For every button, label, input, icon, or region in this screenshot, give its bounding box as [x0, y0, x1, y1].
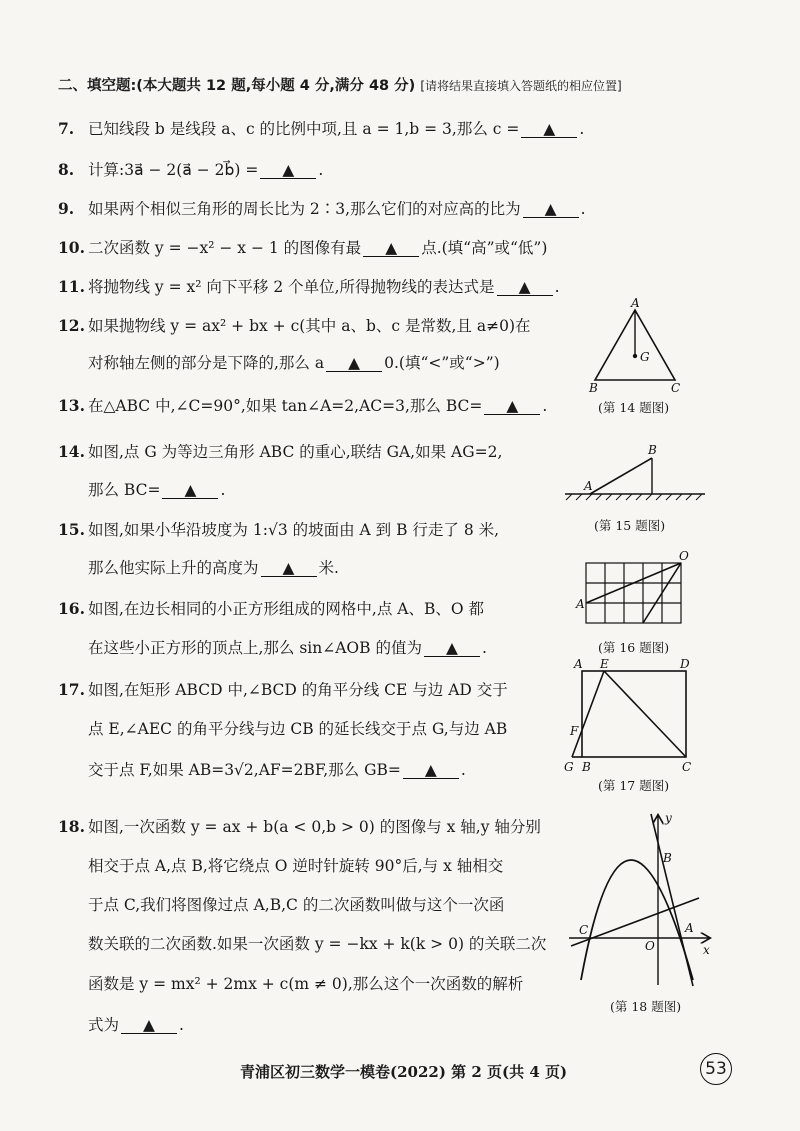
answer-blank[interactable]: ▲ [403, 762, 459, 779]
question-number: 10. [58, 238, 85, 257]
question-number: 9. [58, 199, 75, 218]
label-a: A [631, 296, 640, 310]
question-number: 12. [58, 316, 85, 335]
question-17-line-3: 交于点 F,如果 AB=3√2,AF=2BF,那么 GB= ▲ . [88, 761, 466, 779]
label-d: D [680, 657, 690, 671]
label-o: O [645, 939, 655, 953]
label-b: B [589, 381, 598, 395]
figure-14 [585, 298, 685, 397]
question-18-line-2: 相交于点 A,点 B,将它绕点 O 逆时针旋转 90°后,与 x 轴相交 [88, 857, 504, 875]
grid [586, 563, 681, 623]
label-f: F [570, 724, 579, 738]
answer-blank[interactable]: ▲ [497, 279, 553, 296]
question-number: 15. [58, 520, 85, 539]
question-number: 16. [58, 599, 85, 618]
rectangle-abcd [582, 671, 686, 757]
question-number: 11. [58, 277, 85, 296]
label-c: C [682, 760, 692, 774]
question-number: 17. [58, 680, 85, 699]
question-14-line-2: 那么 BC= ▲ . [88, 481, 226, 499]
label-b: B [582, 760, 591, 774]
segment-ce [604, 671, 686, 757]
question-14: 14. 如图,点 G 为等边三角形 ABC 的重心,联结 GA,如果 AG=2, [58, 442, 503, 461]
figure-14-diagram [585, 298, 685, 393]
answer-blank[interactable]: ▲ [523, 201, 579, 218]
question-11: 11. 将抛物线 y = x² 向下平移 2 个单位,所得抛物线的表达式是 ▲ . [58, 277, 560, 296]
question-number: 8. [58, 160, 75, 179]
slope-ab [590, 458, 652, 494]
section-header [58, 74, 622, 95]
question-18-line-3: 于点 C,我们将图像过点 A,B,C 的二次函数叫做与这个一次函 [88, 896, 505, 914]
centroid-point [633, 354, 637, 358]
label-y: y [665, 811, 672, 825]
label-g: G [564, 760, 574, 774]
answer-blank[interactable]: ▲ [363, 240, 419, 257]
question-8: 8. 计算:3a⃗ − 2(a⃗ − 2b⃗) = ▲ . [58, 160, 324, 179]
question-15: 15. 如图,如果小华沿坡度为 1:√3 的坡面由 A 到 B 行走了 8 米, [58, 520, 500, 539]
question-17: 17. 如图,在矩形 ABCD 中,∠BCD 的角平分线 CE 与边 AD 交于 [58, 680, 508, 699]
answer-blank[interactable]: ▲ [326, 355, 382, 372]
label-b: B [648, 443, 657, 457]
question-12-line-2: 对称轴左侧的部分是下降的,那么 a ▲ 0.(填“<”或“>”) [88, 354, 500, 372]
figure-16 [572, 549, 689, 636]
question-12: 12. 如果抛物线 y = ax² + bx + c(其中 a、b、c 是常数,且 a≠0)在 [58, 316, 531, 335]
page-badge: 53 [700, 1053, 732, 1085]
question-18: 18. 如图,一次函数 y = ax + b(a < 0,b > 0) 的图像与 x 轴,y 轴分别 [58, 817, 541, 836]
figure-14-caption: (第 14 题图) [598, 400, 670, 415]
label-c: C [671, 381, 681, 395]
figure-17-caption: (第 17 题图) [598, 778, 670, 793]
question-number: 13. [58, 396, 85, 415]
label-a: A [574, 657, 583, 671]
label-g: G [640, 350, 650, 364]
label-b: B [663, 851, 672, 865]
label-a: A [576, 597, 585, 611]
figure-15-diagram [560, 442, 710, 502]
figure-18-diagram [565, 810, 715, 990]
question-number: 18. [58, 817, 85, 836]
question-15-line-2: 那么他实际上升的高度为 ▲ 米. [88, 559, 339, 577]
question-9: 9. 如果两个相似三角形的周长比为 2∶3,那么它们的对应高的比为 ▲ . [58, 199, 586, 218]
answer-blank[interactable]: ▲ [521, 121, 577, 138]
label-e: E [600, 657, 609, 671]
label-o: O [679, 549, 689, 563]
line-ab [651, 814, 693, 986]
label-a: A [685, 921, 694, 935]
answer-blank[interactable]: ▲ [484, 398, 540, 415]
label-x: x [703, 943, 710, 957]
question-10: 10. 二次函数 y = −x² − x − 1 的图像有最 ▲ 点.(填“高”或“低”) [58, 238, 548, 257]
label-c: C [579, 923, 589, 937]
section-note: [请将结果直接填入答题纸的相应位置] [420, 79, 622, 93]
question-16: 16. 如图,在边长相同的小正方形组成的网格中,点 A、B、O 都 [58, 599, 485, 618]
page-footer: 青浦区初三数学一模卷(2022) 第 2 页(共 4 页) [240, 1063, 568, 1081]
question-number: 14. [58, 442, 85, 461]
segment-eg [572, 671, 604, 757]
answer-blank[interactable]: ▲ [261, 560, 317, 577]
question-18-line-4: 数关联的二次函数.如果一次函数 y = −kx + k(k > 0) 的关联二次 [88, 935, 547, 953]
figure-15-caption: (第 15 题图) [594, 518, 666, 533]
figure-17 [562, 657, 702, 781]
figure-18-caption: (第 18 题图) [610, 999, 682, 1014]
answer-blank[interactable]: ▲ [162, 482, 218, 499]
question-13: 13. 在△ABC 中,∠C=90°,如果 tan∠A=2,AC=3,那么 BC= ▲ . [58, 396, 548, 415]
figure-18 [565, 810, 715, 994]
question-number: 7. [58, 119, 75, 138]
question-18-line-5: 函数是 y = mx² + 2mx + c(m ≠ 0),那么这个一次函数的解析 [88, 975, 524, 993]
question-7: 7. 已知线段 b 是线段 a、c 的比例中项,且 a = 1,b = 3,那么 c = ▲ . [58, 119, 585, 138]
answer-blank[interactable]: ▲ [121, 1017, 177, 1034]
figure-16-caption: (第 16 题图) [598, 640, 670, 655]
answer-blank[interactable]: ▲ [424, 640, 480, 657]
section-title: 二、填空题:(本大题共 12 题,每小题 4 分,满分 48 分) [58, 78, 416, 94]
figure-15 [560, 442, 710, 506]
figure-16-diagram [572, 549, 689, 632]
question-16-line-2: 在这些小正方形的顶点上,那么 sin∠AOB 的值为 ▲ . [88, 639, 487, 657]
answer-blank[interactable]: ▲ [260, 162, 316, 179]
ground-hatching [566, 494, 702, 500]
figure-17-diagram [562, 657, 702, 777]
question-18-line-6: 式为 ▲ . [88, 1016, 184, 1034]
question-17-line-2: 点 E,∠AEC 的角平分线与边 CB 的延长线交于点 G,与边 AB [88, 720, 508, 738]
label-a: A [584, 479, 593, 493]
